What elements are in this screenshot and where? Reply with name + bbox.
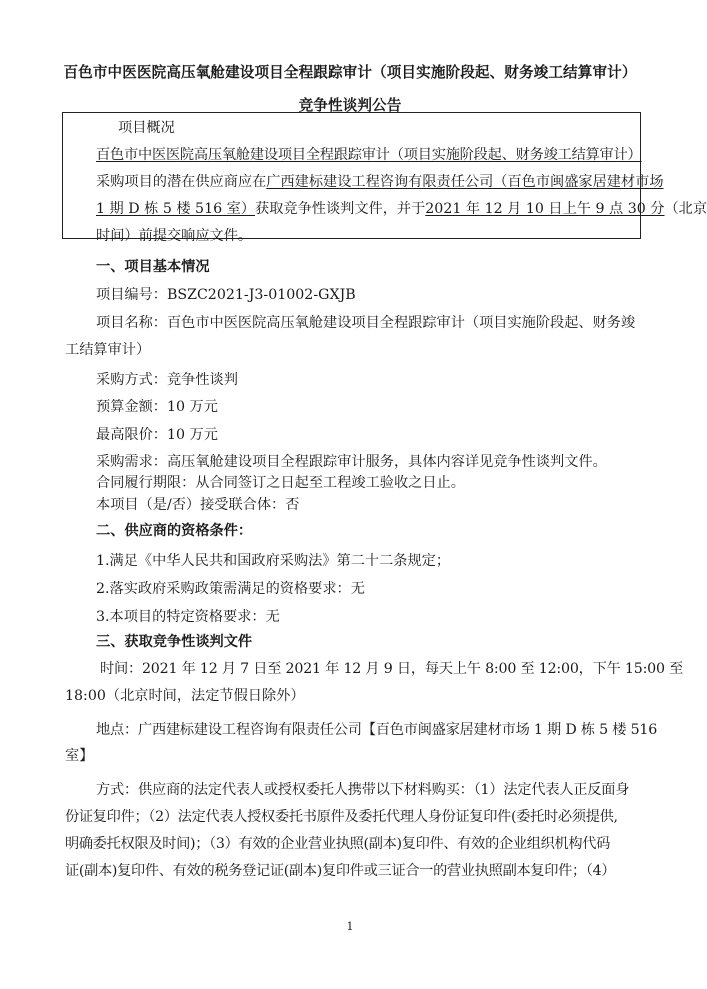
section3-heading: 三、获取竞争性谈判文件 <box>96 634 253 650</box>
overview-project-name: 百色市中医医院高压氧舱建设项目全程跟踪审计（项目实施阶段起、财务竣工结算审计） <box>96 147 642 163</box>
procurement-demand: 采购需求：高压氧舱建设项目全程跟踪审计服务，具体内容详见竞争性谈判文件。 <box>96 454 607 470</box>
section1-heading: 一、项目基本情况 <box>96 259 210 275</box>
qualification-item-3: 3.本项目的特定资格要求：无 <box>96 609 280 625</box>
project-number: 项目编号：BSZC2021-J3-01002-GXJB <box>96 287 356 303</box>
project-name-line1: 项目名称：百色市中医医院高压氧舱建设项目全程跟踪审计（项目实施阶段起、财务竣 <box>96 315 636 331</box>
announcement-title: 百色市中医医院高压氧舱建设项目全程跟踪审计（项目实施阶段起、财务竣工结算审计） <box>63 64 637 81</box>
obtain-time-line2: 18:00（北京时间，法定节假日除外） <box>65 688 305 704</box>
budget-amount: 预算金额：10 万元 <box>96 399 218 415</box>
obtain-way-line4: 证(副本)复印件、有效的税务登记证(副本)复印件或三证合一的营业执照副本复印件；（4） <box>65 863 616 879</box>
qualification-item-1: 1.满足《中华人民共和国政府采购法》第二十二条规定； <box>96 553 451 569</box>
overview-line3 <box>96 200 707 218</box>
contract-period: 合同履行期限：从合同签订之日起至工程竣工验收之日止。 <box>96 475 465 491</box>
announcement-subtitle: 竞争性谈判公告 <box>298 97 402 114</box>
overview-line2 <box>96 173 664 191</box>
overview-line4: 时间）前提交响应文件。 <box>96 228 253 244</box>
max-price: 最高限价：10 万元 <box>96 427 218 443</box>
obtain-place-line1: 地点：广西建标建设工程咨询有限责任公司【百色市闽盛家居建材市场 1 期 D 栋 5 楼 516 <box>96 722 658 738</box>
obtain-way-line3: 明确委托权限及时间)；（3）有效的企业营业执照(副本)复印件、有效的企业组织机构代码 <box>65 836 611 852</box>
overview-agency: 广西建标建设工程咨询有限责任公司（百色市闽盛家居建材市场 <box>266 174 664 190</box>
qualification-item-2: 2.落实政府采购政策需满足的资格要求：无 <box>96 581 365 597</box>
overview-text-c: （北京 <box>664 201 707 217</box>
obtain-place-line2: 室】 <box>65 748 94 764</box>
project-name-line2: 工结算审计） <box>65 342 151 358</box>
overview-text-a: 采购项目的潜在供应商应在 <box>96 174 267 190</box>
obtain-way-line2: 份证复印件；（2）法定代表人授权委托书原件及委托代理人身份证复印件(委托时必须提供, <box>65 809 618 825</box>
overview-heading: 项目概况 <box>118 120 175 136</box>
overview-text-b: 获取竞争性谈判文件，并于 <box>255 201 426 217</box>
section2-heading: 二、供应商的资格条件： <box>96 523 253 539</box>
obtain-way-line1: 方式：供应商的法定代表人或授权委托人携带以下材料购买：（1）法定代表人正反面身 <box>96 782 630 798</box>
page-number: 1 <box>346 920 354 933</box>
consortium-acceptance: 本项目（是/否）接受联合体：否 <box>96 497 300 513</box>
overview-deadline: 2021 年 12 月 10 日上午 9 点 30 分 <box>425 201 665 217</box>
procurement-method: 采购方式：竞争性谈判 <box>96 372 238 388</box>
overview-agency-cont: 1 期 D 栋 5 楼 516 室） <box>96 201 256 217</box>
obtain-time-line1: 时间：2021 年 12 月 7 日至 2021 年 12 月 9 日，每天上午 8:00 至 12:00，下午 15:00 至 <box>100 661 684 677</box>
